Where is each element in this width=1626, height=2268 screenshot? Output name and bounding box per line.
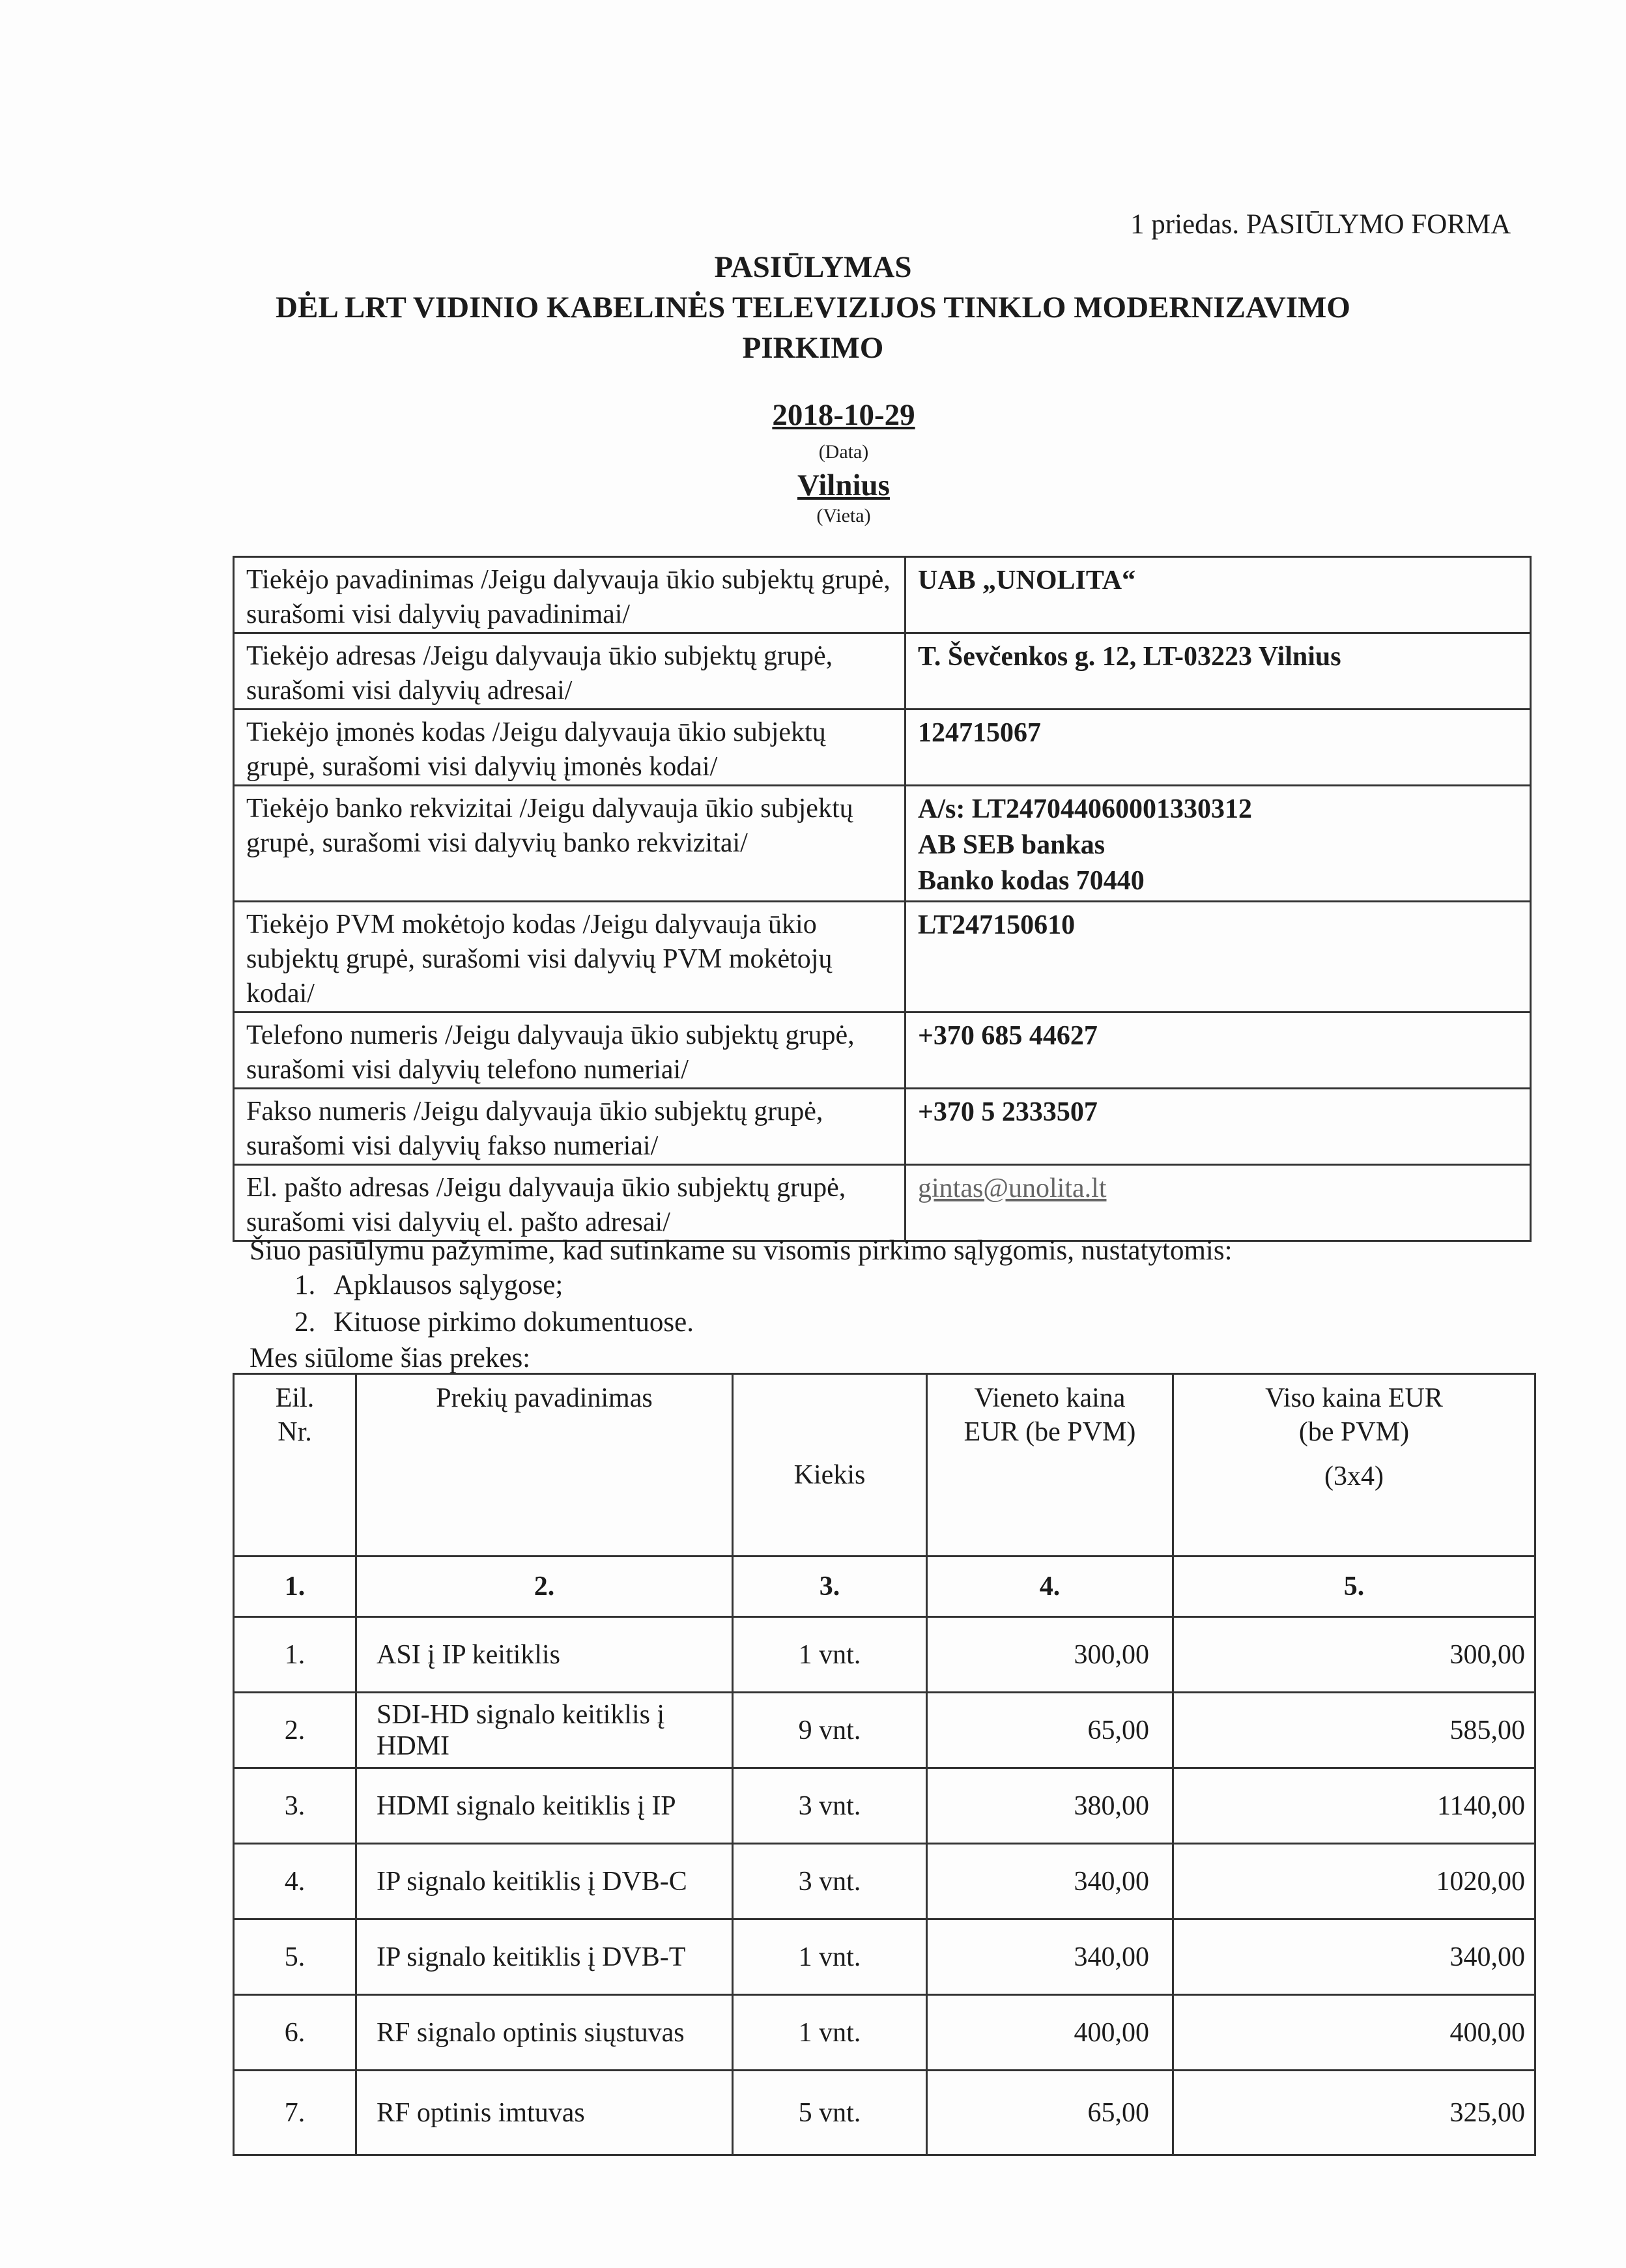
row-name: RF signalo optinis siųstuvas	[356, 1995, 733, 2071]
row-total: 340,00	[1173, 1919, 1535, 1995]
table-row	[234, 1919, 1535, 1995]
supplier-row-fax	[234, 1089, 1531, 1165]
supplier-row-address	[234, 633, 1531, 710]
row-qty: 3 vnt.	[733, 1768, 927, 1844]
header-total-line: (3x4)	[1324, 1461, 1384, 1491]
col-number: 4.	[927, 1557, 1173, 1617]
row-price: 65,00	[927, 1693, 1173, 1768]
col-number: 3.	[733, 1557, 927, 1617]
condition-text: Apklausos sąlygose;	[334, 1270, 563, 1300]
row-qty: 3 vnt.	[733, 1844, 927, 1919]
row-price: 300,00	[927, 1617, 1173, 1693]
document-date: 2018-10-29	[772, 398, 915, 432]
table-row	[234, 1693, 1535, 1768]
header-unit-price	[927, 1374, 1173, 1557]
col-number: 5.	[1173, 1557, 1535, 1617]
table-row	[234, 2071, 1535, 2155]
row-nr: 5.	[234, 1919, 356, 1995]
col-number: 1.	[234, 1557, 356, 1617]
row-name: SDI-HD signalo keitiklis į HDMI	[356, 1693, 733, 1768]
row-nr: 6.	[234, 1995, 356, 2071]
column-numbers-row	[234, 1557, 1535, 1617]
supplier-code-value: 124715067	[906, 710, 1531, 786]
header-unit-price-line: EUR (be PVM)	[963, 1417, 1136, 1447]
supplier-code-label: Tiekėjo įmonės kodas /Jeigu dalyvauja ūkio subjektų grupė, surašomi visi dalyvių įmonės kodai/	[234, 710, 906, 786]
row-total: 325,00	[1173, 2071, 1535, 2155]
supplier-info-table	[233, 556, 1532, 1242]
header-unit-price-line: Vieneto kaina	[974, 1383, 1126, 1413]
supplier-address-label: Tiekėjo adresas /Jeigu dalyvauja ūkio subjektų grupė, surašomi visi dalyvių adresai/	[234, 633, 906, 710]
document-title-line-3: PIRKIMO	[742, 331, 884, 365]
supplier-row-email	[234, 1165, 1531, 1241]
table-row	[234, 1995, 1535, 2071]
row-price: 380,00	[927, 1768, 1173, 1844]
bank-account: A/s: LT247044060001330312	[918, 794, 1253, 824]
table-row	[234, 1768, 1535, 1844]
bank-name: AB SEB bankas	[918, 830, 1105, 860]
row-nr: 4.	[234, 1844, 356, 1919]
annex-label: 1 priedas. PASIŪLYMO FORMA	[1130, 209, 1511, 240]
row-total: 300,00	[1173, 1617, 1535, 1693]
row-name: RF optinis imtuvas	[356, 2071, 733, 2155]
condition-number: 2.	[294, 1307, 316, 1338]
row-total: 1020,00	[1173, 1844, 1535, 1919]
condition-number: 1.	[294, 1270, 316, 1300]
supplier-name-label: Tiekėjo pavadinimas /Jeigu dalyvauja ūkio subjektų grupė, surašomi visi dalyvių pavadinimai/	[234, 557, 906, 633]
col-number: 2.	[356, 1557, 733, 1617]
supplier-vat-label: Tiekėjo PVM mokėtojo kodas /Jeigu dalyvauja ūkio subjektų grupė, surašomi visi dalyvių PVM mokėtojų kodai/	[234, 902, 906, 1012]
supplier-row-bank	[234, 786, 1531, 902]
supplier-bank-value	[906, 786, 1531, 902]
header-nr	[234, 1374, 356, 1557]
header-qty	[733, 1374, 927, 1557]
document-title-line-2: DĖL LRT VIDINIO KABELINĖS TELEVIZIJOS TINKLO MODERNIZAVIMO	[276, 291, 1350, 324]
supplier-phone-value: +370 685 44627	[906, 1012, 1531, 1089]
agreement-statement: Šiuo pasiūlymu pažymime, kad sutinkame su visomis pirkimo sąlygomis, nustatytomis:	[250, 1235, 1233, 1266]
header-name: Prekių pavadinimas	[356, 1374, 733, 1557]
row-name: ASI į IP keitiklis	[356, 1617, 733, 1693]
row-qty: 1 vnt.	[733, 1995, 927, 2071]
supplier-row-phone	[234, 1012, 1531, 1089]
row-qty: 5 vnt.	[733, 2071, 927, 2155]
row-qty: 1 vnt.	[733, 1617, 927, 1693]
table-row	[234, 1844, 1535, 1919]
supplier-row-name	[234, 557, 1531, 633]
header-total	[1173, 1374, 1535, 1557]
table-row	[234, 1617, 1535, 1693]
supplier-email-value: gintas@unolita.lt	[906, 1165, 1531, 1241]
row-name: IP signalo keitiklis į DVB-C	[356, 1844, 733, 1919]
row-nr: 1.	[234, 1617, 356, 1693]
row-nr: 3.	[234, 1768, 356, 1844]
document-title-line-1: PASIŪLYMAS	[714, 250, 912, 284]
row-price: 400,00	[927, 1995, 1173, 2071]
row-nr: 2.	[234, 1693, 356, 1768]
header-nr-line: Eil.	[275, 1383, 315, 1413]
supplier-name-value: UAB „UNOLITA“	[906, 557, 1531, 633]
header-qty-text: Kiekis	[793, 1459, 866, 1490]
row-total: 400,00	[1173, 1995, 1535, 2071]
row-qty: 9 vnt.	[733, 1693, 927, 1768]
goods-table	[233, 1373, 1536, 2156]
row-total: 585,00	[1173, 1693, 1535, 1768]
row-name: HDMI signalo keitiklis į IP	[356, 1768, 733, 1844]
row-name: IP signalo keitiklis į DVB-T	[356, 1919, 733, 1995]
bank-code: Banko kodas 70440	[918, 866, 1145, 896]
supplier-row-vat	[234, 902, 1531, 1012]
row-qty: 1 vnt.	[733, 1919, 927, 1995]
row-price: 340,00	[927, 1844, 1173, 1919]
supplier-bank-label: Tiekėjo banko rekvizitai /Jeigu dalyvauja ūkio subjektų grupė, surašomi visi dalyvių banko rekvizitai/	[234, 786, 906, 902]
place-caption: (Vieta)	[816, 505, 871, 526]
supplier-phone-label: Telefono numeris /Jeigu dalyvauja ūkio subjektų grupė, surašomi visi dalyvių telefono numeriai/	[234, 1012, 906, 1089]
date-caption: (Data)	[818, 441, 869, 463]
supplier-fax-value: +370 5 2333507	[906, 1089, 1531, 1165]
header-total-line: (be PVM)	[1298, 1417, 1410, 1447]
row-total: 1140,00	[1173, 1768, 1535, 1844]
goods-header-row	[234, 1374, 1535, 1557]
document-place: Vilnius	[797, 468, 890, 502]
row-price: 65,00	[927, 2071, 1173, 2155]
condition-text: Kituose pirkimo dokumentuose.	[334, 1307, 694, 1338]
offer-intro: Mes siūlome šias prekes:	[250, 1343, 531, 1373]
supplier-fax-label: Fakso numeris /Jeigu dalyvauja ūkio subjektų grupė, surašomi visi dalyvių fakso numeriai/	[234, 1089, 906, 1165]
row-price: 340,00	[927, 1919, 1173, 1995]
supplier-vat-value: LT247150610	[906, 902, 1531, 1012]
supplier-email-label: El. pašto adresas /Jeigu dalyvauja ūkio subjektų grupė, surašomi visi dalyvių el. pašto adresai/	[234, 1165, 906, 1241]
header-nr-line: Nr.	[278, 1417, 312, 1447]
supplier-address-value: T. Ševčenkos g. 12, LT-03223 Vilnius	[906, 633, 1531, 710]
header-total-line: Viso kaina EUR	[1265, 1383, 1443, 1413]
condition-item-1	[294, 1269, 563, 1301]
supplier-row-code	[234, 710, 1531, 786]
row-nr: 7.	[234, 2071, 356, 2155]
condition-item-2	[294, 1306, 694, 1338]
